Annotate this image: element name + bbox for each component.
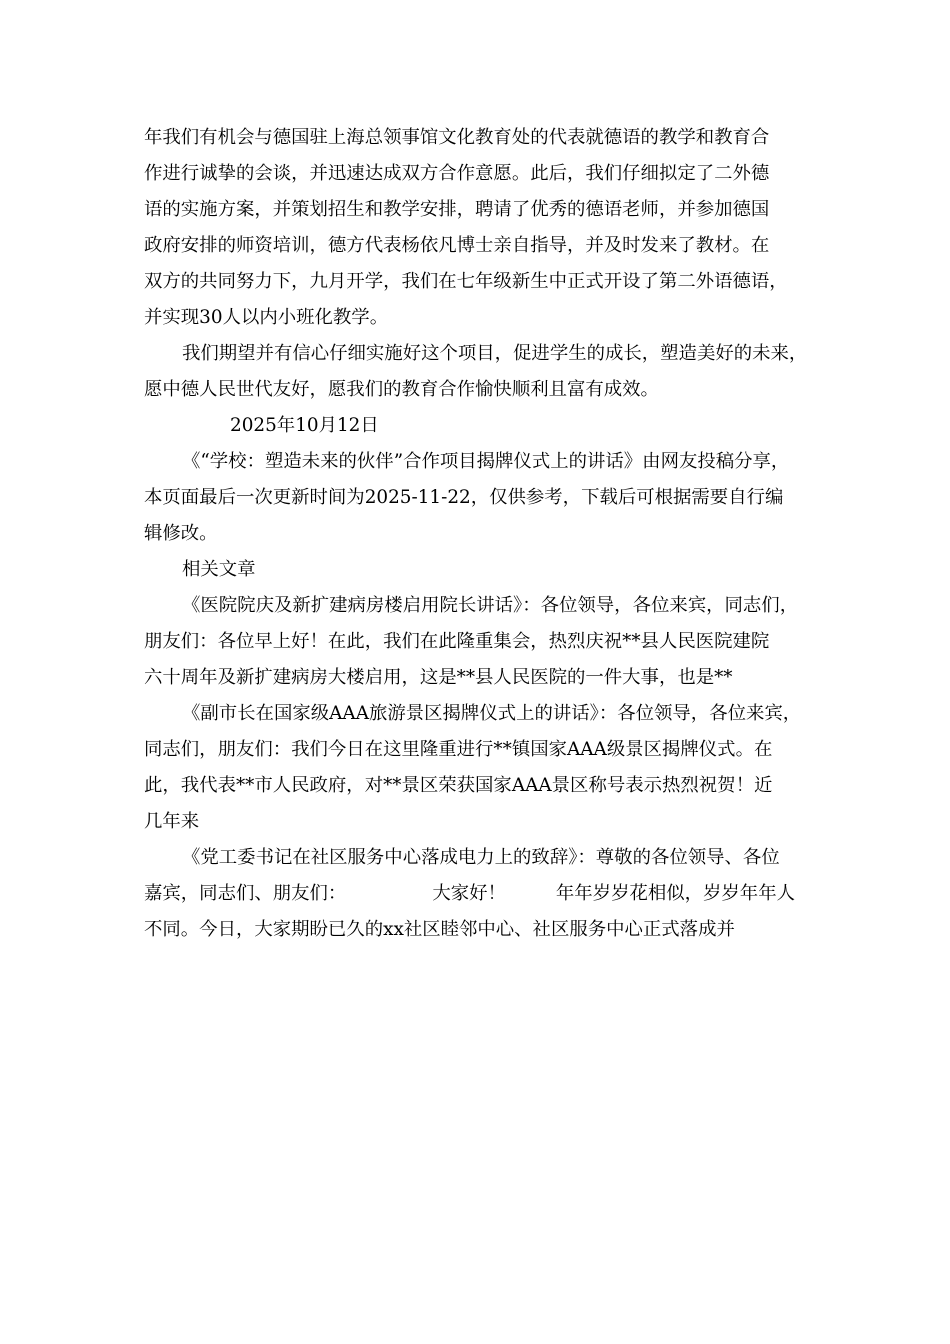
text-line: 双方的共同努力下，九月开学，我们在七年级新生中正式开设了第二外语德语， [144,271,788,292]
text-line: 作进行诚挚的会谈，并迅速达成双方合作意愿。此后，我们仔细拟定了二外德 [144,163,770,184]
document-body [144,120,814,948]
text-line [144,876,814,912]
text-line: 几年来 [144,811,200,832]
text-line: 朋友们：各位早上好！在此，我们在此隆重集会，热烈庆祝**县人民医院建院 [144,631,770,652]
text-line: 《副市长在国家级AAA旅游景区揭牌仪式上的讲话》：各位领导，各位来宾， [182,703,802,724]
paragraph-cooperation [144,120,814,336]
related-article-1[interactable] [144,588,814,696]
text-line: 辑修改。 [144,523,218,544]
related-article-2[interactable] [144,696,814,840]
related-article-3[interactable] [144,840,814,948]
text-segment: 年年岁岁花相似，岁岁年年人 [555,883,795,904]
text-line: 政府安排的师资培训，德方代表杨依凡博士亲自指导，并及时发来了教材。在 [144,235,770,256]
text-line: 六十周年及新扩建病房大楼启用，这是**县人民医院的一件大事，也是** [144,667,733,688]
text-line: 我们期望并有信心仔细实施好这个项目，促进学生的成长，塑造美好的未来， [182,343,808,364]
text-line: 此，我代表**市人民政府，对**景区荣获国家AAA景区称号表示热烈祝贺！近 [144,775,773,796]
text-line: 《医院院庆及新扩建病房楼启用院长讲话》：各位领导，各位来宾，同志们， [182,595,799,616]
text-line: 语的实施方案，并策划招生和教学安排，聘请了优秀的德语老师，并参加德国 [144,199,770,220]
text-line: 《党工委书记在社区服务中心落成电力上的致辞》：尊敬的各位领导、各位 [182,847,780,868]
text-line: 《“学校：塑造未来的伙伴”合作项目揭牌仪式上的讲话》由网友投稿分享， [182,451,790,472]
text-segment: 大家好！ [432,883,506,904]
text-line: 同志们，朋友们：我们今日在这里隆重进行**镇国家AAA级景区揭牌仪式。在 [144,739,773,760]
text-line: 愿中德人民世代友好，愿我们的教育合作愉快顺利且富有成效。 [144,379,659,400]
paragraph-hope [144,336,814,408]
text-line: 并实现30人以内小班化教学。 [144,307,389,328]
related-articles-heading: 相关文章 [182,559,256,580]
text-line: 不同。今日，大家期盼已久的xx社区睦邻中心、社区服务中心正式落成并 [144,919,735,940]
text-segment: 嘉宾，同志们、朋友们： [144,883,347,904]
text-line: 本页面最后一次更新时间为2025-11-22，仅供参考，下载后可根据需要自行编 [144,487,784,508]
source-note [144,444,814,552]
document-date: 2025年10月12日 [230,415,379,436]
text-line: 年我们有机会与德国驻上海总领事馆文化教育处的代表就德语的教学和教育合 [144,127,770,148]
